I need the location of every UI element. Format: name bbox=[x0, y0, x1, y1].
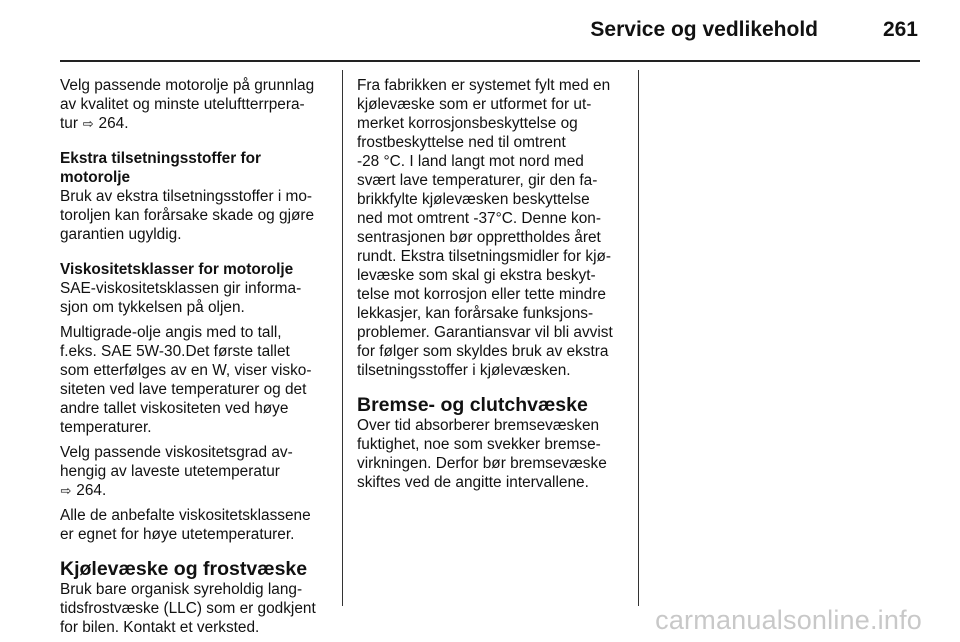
text-line: Alle de anbefalte viskositetsklassene bbox=[60, 507, 311, 524]
text-line: sentrasjonen bør opprettholdes året bbox=[357, 229, 601, 246]
text-line: -28 °C. I land langt mot nord med bbox=[357, 153, 584, 170]
column-divider-1 bbox=[342, 70, 343, 606]
text-line: merket korrosjonsbeskyttelse og bbox=[357, 115, 578, 132]
text-line: ned mot omtrent -37°C. Denne kon- bbox=[357, 210, 601, 227]
page-number: 261 bbox=[882, 18, 918, 41]
page-ref-link[interactable]: 264. bbox=[76, 482, 107, 499]
text-line: tilsetningsstoffer i kjølevæsken. bbox=[357, 362, 571, 379]
text-line: Velg passende motorolje på grunnlag bbox=[60, 77, 315, 94]
text-line: svært lave temperaturer, gir den fa- bbox=[357, 172, 598, 189]
text-line: Multigrade-olje angis med to tall, bbox=[60, 324, 282, 341]
page-ref-link[interactable]: 264. bbox=[98, 115, 129, 132]
text-line: kjølevæske som er utformet for ut- bbox=[357, 96, 592, 113]
text-line: rundt. Ekstra tilsetningsmidler for kjø- bbox=[357, 248, 612, 265]
text-line: SAE-viskositetsklassen gir informa- bbox=[60, 280, 302, 297]
text-line: garantien ugyldig. bbox=[60, 226, 182, 243]
text-line: Fra fabrikken er systemet fylt med en bbox=[357, 77, 611, 94]
text-line: lekkasjer, kan forårsake funksjons- bbox=[357, 305, 594, 322]
text-line: frostbeskyttelse ned til omtrent bbox=[357, 134, 566, 151]
text-line: for bilen. Kontakt et verksted. bbox=[60, 619, 260, 636]
text-line: brikkfylte kjølevæsken beskyttelse bbox=[357, 191, 590, 208]
paragraph-motor-oil-quality bbox=[60, 76, 330, 133]
text-line: tidsfrostvæske (LLC) som er godkjent bbox=[60, 600, 316, 617]
column-divider-2 bbox=[638, 70, 639, 606]
text-line: temperaturer. bbox=[60, 419, 152, 436]
text-line: skiftes ved de angitte intervallene. bbox=[357, 474, 589, 491]
text-line: sjon om tykkelsen på oljen. bbox=[60, 299, 245, 316]
header-divider bbox=[60, 60, 920, 62]
text-line: Bruk bare organisk syreholdig lang- bbox=[60, 581, 303, 598]
text-line: virkningen. Derfor bør bremsevæske bbox=[357, 455, 607, 472]
paragraph-brake-fluid bbox=[357, 416, 627, 492]
paragraph-multigrade bbox=[60, 323, 330, 437]
paragraph-factory-coolant bbox=[357, 76, 627, 380]
text-line: Bruk av ekstra tilsetningsstoffer i mo- bbox=[60, 188, 313, 205]
paragraph-viscosity-grade bbox=[60, 443, 330, 500]
text-line: for følger som skyldes bruk av ekstra bbox=[357, 343, 609, 360]
arrow-ref-icon: ⇨ bbox=[82, 116, 94, 131]
text-line: fuktighet, noe som svekker bremse- bbox=[357, 436, 601, 453]
section-title-coolant: Kjølevæske og frostvæske bbox=[60, 558, 308, 580]
text-line: tur bbox=[60, 115, 83, 132]
arrow-ref-icon: ⇨ bbox=[60, 483, 72, 498]
left-column bbox=[60, 76, 330, 637]
text-line: f.eks. SAE 5W-30.Det første tallet bbox=[60, 343, 290, 360]
paragraph-coolant-llc bbox=[60, 580, 330, 637]
text-line: levæske som skal gi ekstra beskyt- bbox=[357, 267, 596, 284]
page-header-title: Service og vedlikehold bbox=[590, 18, 818, 41]
text-line: Velg passende viskositetsgrad av- bbox=[60, 444, 293, 461]
subheading-additives: Ekstra tilsetningsstoffer for motorolje bbox=[60, 150, 261, 186]
text-line: andre tallet viskositeten ved høye bbox=[60, 400, 289, 417]
paragraph-sae-viscosity bbox=[60, 279, 330, 317]
text-line: toroljen kan forårsake skade og gjøre bbox=[60, 207, 315, 224]
text-line: hengig av laveste utetemperatur bbox=[60, 463, 280, 480]
section-title-brake-fluid: Bremse- og clutchvæske bbox=[357, 394, 588, 416]
paragraph-recommended-classes bbox=[60, 506, 330, 544]
text-line: av kvalitet og minste uteluftterrpera- bbox=[60, 96, 305, 113]
subheading-viscosity: Viskositetsklasser for motorolje bbox=[60, 261, 294, 278]
middle-column bbox=[357, 76, 627, 492]
text-line: som etterfølges av en W, viser visko- bbox=[60, 362, 312, 379]
text-line: Over tid absorberer bremsevæsken bbox=[357, 417, 600, 434]
text-line: problemer. Garantiansvar vil bli avvist bbox=[357, 324, 613, 341]
watermark-text: carmanualsonline.info bbox=[655, 605, 922, 635]
text-line: telse mot korrosjon eller tette mindre bbox=[357, 286, 606, 303]
text-line: er egnet for høye utetemperaturer. bbox=[60, 526, 295, 543]
text-line: siteten ved lave temperaturer og det bbox=[60, 381, 307, 398]
paragraph-additives bbox=[60, 187, 330, 244]
